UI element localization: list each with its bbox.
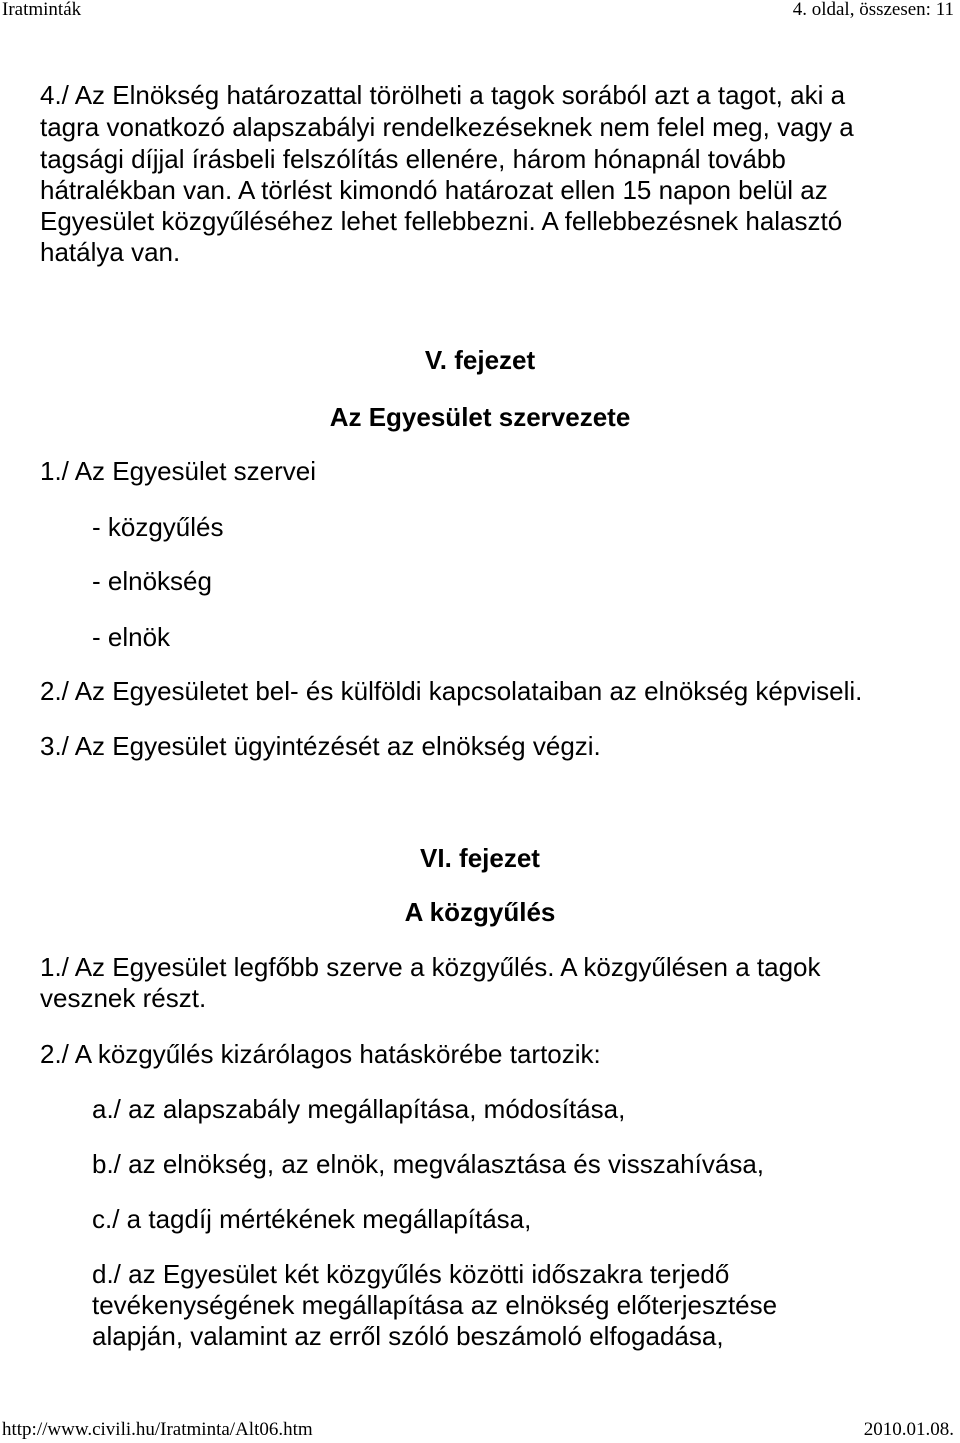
list-item: c./ a tagdíj mértékének megállapítása, — [92, 1204, 532, 1234]
list-item: - elnökség — [92, 566, 212, 596]
chapter-5-item-1: 1./ Az Egyesület szervei — [40, 456, 317, 486]
chapter-5-title: Az Egyesület szervezete — [329, 402, 631, 432]
chapter-6-title: A közgyűlés — [404, 897, 556, 927]
list-item: - közgyűlés — [92, 512, 224, 542]
page-footer-url: http://www.civili.hu/Iratminta/Alt06.htm — [2, 1419, 313, 1440]
page-header-page-number: 4. oldal, összesen: 11 — [792, 0, 954, 20]
paragraph-line: tagra vonatkozó alapszabályi rendelkezéseknek nem felel meg, vagy a — [40, 112, 854, 142]
chapter-5-item-3: 3./ Az Egyesület ügyintézését az elnökség végzi. — [40, 731, 601, 761]
paragraph-line: d./ az Egyesület két közgyűlés közötti időszakra terjedő — [92, 1259, 730, 1289]
list-item: b./ az elnökség, az elnök, megválasztása és visszahívása, — [92, 1149, 765, 1179]
paragraph-line: tevékenységének megállapítása az elnökség előterjesztése — [92, 1290, 778, 1320]
paragraph-line: hátralékban van. A törlést kimondó határozat ellen 15 napon belül az — [40, 175, 828, 205]
paragraph-line: Egyesület közgyűléséhez lehet fellebbezni. A fellebbezésnek halasztó — [40, 206, 843, 236]
chapter-5-number: V. fejezet — [424, 345, 536, 375]
list-item: a./ az alapszabály megállapítása, módosítása, — [92, 1094, 626, 1124]
page-footer-date: 2010.01.08. — [863, 1419, 954, 1440]
paragraph-line: alapján, valamint az erről szóló beszámoló elfogadása, — [92, 1321, 724, 1351]
paragraph-line: 1./ Az Egyesület legfőbb szerve a közgyűlés. A közgyűlésen a tagok — [40, 952, 821, 982]
list-item: - elnök — [92, 622, 171, 652]
paragraph-line: vesznek részt. — [40, 983, 207, 1013]
paragraph-line: hatálya van. — [40, 237, 181, 267]
paragraph-line: tagsági díjjal írásbeli felszólítás ellenére, három hónapnál tovább — [40, 144, 786, 174]
page-header-title: Iratminták — [2, 0, 82, 20]
chapter-6-number: VI. fejezet — [420, 843, 540, 873]
chapter-5-item-2: 2./ Az Egyesületet bel- és külföldi kapcsolataiban az elnökség képviseli. — [40, 676, 863, 706]
chapter-6-item-2: 2./ A közgyűlés kizárólagos hatáskörébe tartozik: — [40, 1039, 601, 1069]
paragraph-line: 4./ Az Elnökség határozattal törölheti a tagok sorából azt a tagot, aki a — [40, 80, 846, 110]
